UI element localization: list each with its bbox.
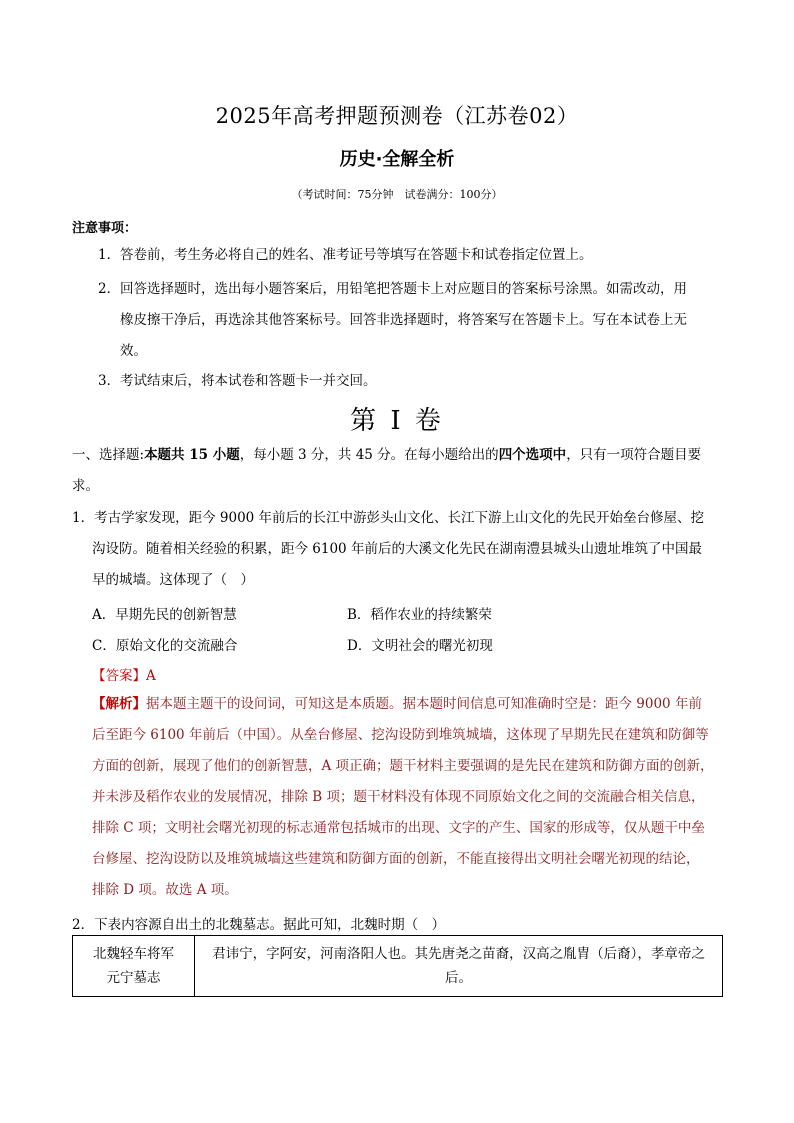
answer-label: 【答案】 xyxy=(92,668,146,684)
notice-num: 3． xyxy=(98,373,121,389)
answer-value: A xyxy=(146,668,156,684)
notice-num: 2． xyxy=(98,281,121,297)
notice-item-1 xyxy=(98,240,722,271)
notice-num: 1． xyxy=(98,247,121,263)
notice-heading: 注意事项： xyxy=(72,221,138,236)
exam-meta: （考试时间：75分钟 试卷满分：100分） xyxy=(291,188,503,201)
table-row xyxy=(73,936,723,997)
analysis-line: 排除 D 项。故选 A 项。 xyxy=(92,882,238,898)
volume-title: 第 I 卷 xyxy=(350,406,444,436)
notice-item-3 xyxy=(98,366,722,397)
question-text: 沟设防。随着相关经验的积累，距今 6100 年前后的大溪文化先民在湖南澧县城头山遗址堆筑了中国最 xyxy=(92,541,702,557)
notice-text: 效。 xyxy=(120,343,147,359)
notice-text: 答卷前，考生务必将自己的姓名、准考证号等填写在答题卡和试卷指定位置上。 xyxy=(120,247,593,263)
option-d: D．文明社会的曙光初现 xyxy=(347,638,493,654)
notice-text: 回答选择题时，选出每小题答案后，用铅笔把答题卡上对应题目的答案标号涂黑。如需改动，用 xyxy=(120,281,687,297)
document-subtitle: 历史·全解全析 xyxy=(339,149,455,170)
section-heading xyxy=(72,440,724,502)
analysis-line: 方面的创新，展现了他们的创新智慧，A 项正确；题干材料主要强调的是先民在建筑和防御方面的创新， xyxy=(92,758,714,774)
cell-text: 后。 xyxy=(445,970,472,986)
option-a: A．早期先民的创新智慧 xyxy=(92,607,237,623)
analysis-line: 并未涉及稻作农业的发展情况，排除 B 项；题干材料没有体现不同原始文化之间的交流融合相关信息， xyxy=(92,789,705,805)
analysis-line: 据本题主题干的设问词，可知这是本质题。据本题时间信息可知准确时空是：距今 9000 年前 xyxy=(146,696,702,712)
notice-text: 考试结束后，将本试卷和答题卡一并交回。 xyxy=(120,373,377,389)
cell-text: 君讳宁，字阿安，河南洛阳人也。其先唐尧之苗裔，汉高之胤胄（后裔），孝章帝之 xyxy=(212,946,705,962)
analysis-label: 【解析】 xyxy=(92,696,146,712)
section-mid: ，每小题 3 分，共 45 分。在每小题给出的 xyxy=(239,447,499,463)
option-c: C．原始文化的交流融合 xyxy=(92,638,238,654)
question-number: 2． xyxy=(72,917,95,933)
option-b: B．稻作农业的持续繁荣 xyxy=(347,607,492,623)
cell-text: 元宁墓志 xyxy=(106,970,161,986)
analysis-block xyxy=(92,689,732,906)
question-1-stem xyxy=(72,503,724,596)
question-text: 早的城墙。这体现了（ ） xyxy=(92,572,254,588)
document-title: 2025年高考押题预测卷（江苏卷02） xyxy=(215,104,579,128)
section-prefix: 一、选择题: xyxy=(72,447,145,463)
table-cell-source xyxy=(73,936,195,997)
section-tail: ，只有一项符合题目要 xyxy=(566,447,702,463)
section-bold-2: 四个选项中 xyxy=(498,447,567,463)
table-cell-content xyxy=(195,936,723,997)
question-text: 考古学家发现，距今 9000 年前后的长江中游彭头山文化、长江下游上山文化的先民开始垒台修屋、挖 xyxy=(94,510,705,526)
cell-text: 北魏轻车将军 xyxy=(93,946,174,962)
section-bold-1: 本题共 15 小题 xyxy=(144,447,240,463)
analysis-line: 排除 C 项；文明社会曙光初现的标志通常包括城市的出现、文字的产生、国家的形成等，仅从题干中垒 xyxy=(92,820,705,836)
source-table xyxy=(72,935,723,997)
section-line-2: 求。 xyxy=(72,478,99,494)
question-text: 下表内容源自出土的北魏墓志。据此可知，北魏时期（ ） xyxy=(94,917,446,933)
analysis-line: 后至距今 6100 年前后（中国）。从垒台修屋、挖沟设防到堆筑城墙，这体现了早期先民在建筑和防御等 xyxy=(92,727,709,743)
answer-line xyxy=(92,664,156,684)
question-number: 1． xyxy=(72,510,95,526)
notice-item-2 xyxy=(98,274,722,367)
analysis-line: 台修屋、挖沟设防以及堆筑城墙这些建筑和防御方面的创新，不能直接得出文明社会曙光初现的结论， xyxy=(92,851,700,867)
notice-text: 橡皮擦干净后，再选涂其他答案标号。回答非选择题时，将答案写在答题卡上。写在本试卷上无 xyxy=(120,312,687,328)
